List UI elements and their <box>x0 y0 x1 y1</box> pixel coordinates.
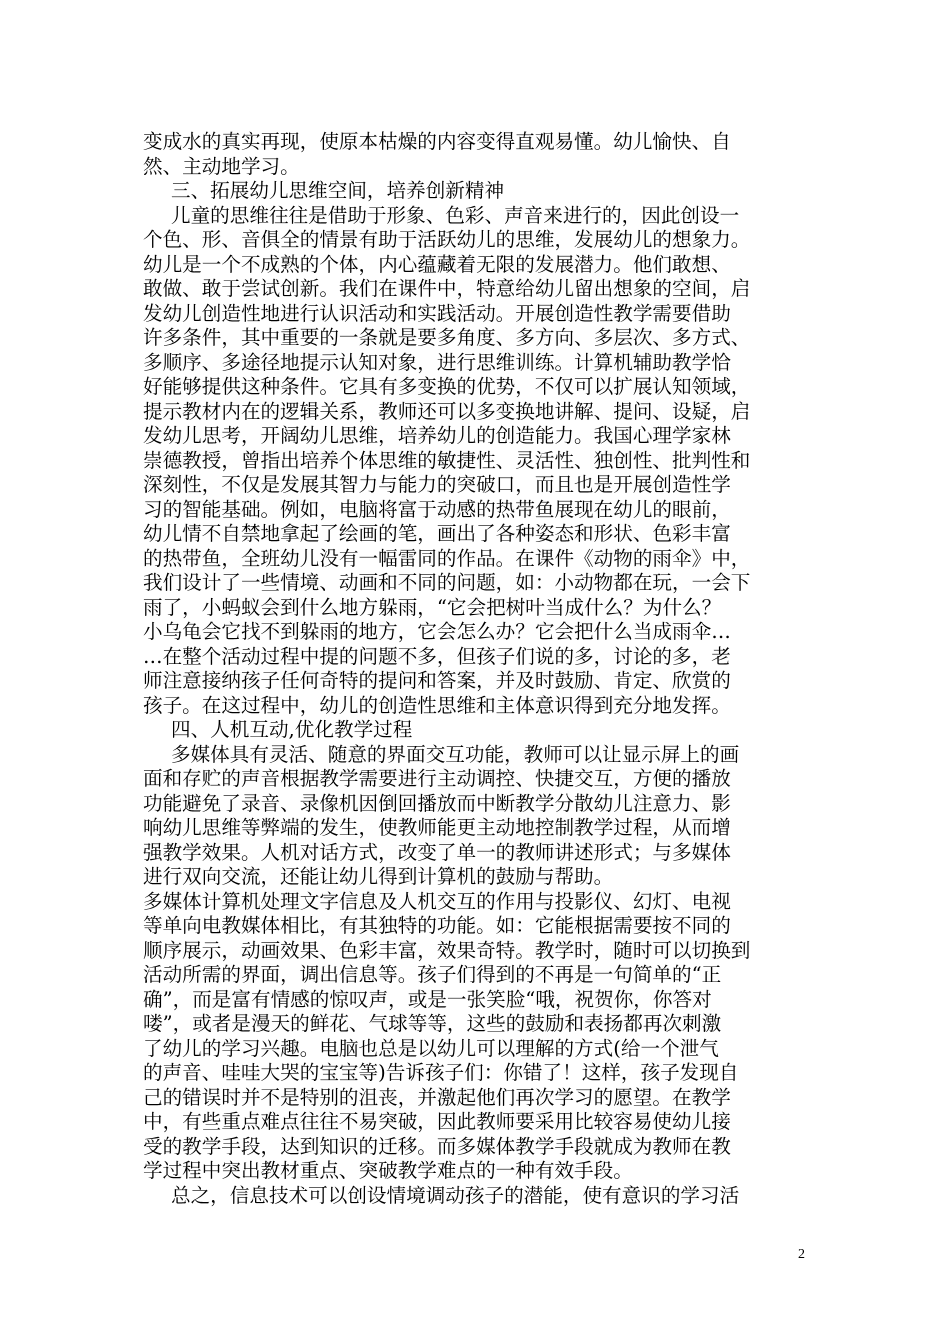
text-line: 好能够提供这种条件。它具有多变换的优势，不仅可以扩展认知领域， <box>143 375 751 398</box>
text-line: 多媒体具有灵活、随意的界面交互功能，教师可以让显示屏上的画 <box>171 742 740 766</box>
text-line: 发幼儿创造性地进行认识活动和实践活动。开展创造性教学需要借助 <box>143 301 731 325</box>
text-line: …在整个活动过程中提的问题不多，但孩子们说的多，讨论的多，老 <box>143 644 731 668</box>
text-line: 的热带鱼，全班幼儿没有一幅雷同的作品。在课件《动物的雨伞》中， <box>143 546 751 570</box>
text-line: 幼儿是一个不成熟的个体，内心蕴藏着无限的发展潜力。他们敢想、 <box>143 252 731 276</box>
text-line: 崇德教授，曾指出培养个体思维的敏捷性、灵活性、独创性、批判性和 <box>143 448 751 472</box>
text-line: 然、主动地学习。 <box>143 154 300 178</box>
text-line: 许多条件，其中重要的一条就是要多角度、多方向、多层次、多方式、 <box>143 326 751 349</box>
text-line: 多顺序、多途径地提示认知对象，进行思维训练。计算机辅助教学恰 <box>143 350 731 374</box>
text-line: 孩子。在这过程中，幼儿的创造性思维和主体意识得到充分地发挥。 <box>143 693 731 717</box>
text-line: 活动所需的界面，调出信息等。孩子们得到的不再是一句简单的“正 <box>143 963 722 986</box>
text-line: 多媒体计算机处理文字信息及人机交互的作用与投影仪、幻灯、电视 <box>143 889 731 913</box>
text-line: 变成水的真实再现，使原本枯燥的内容变得直观易懂。幼儿愉快、自 <box>143 130 731 153</box>
text-line: 中，有些重点难点往往不易突破，因此教师要采用比较容易使幼儿接 <box>143 1110 731 1133</box>
text-line: 学过程中突出教材重点、突破教学难点的一种有效手段。 <box>143 1159 633 1182</box>
text-line: 小乌龟会它找不到躲雨的地方，它会怎么办？它会把什么当成雨伞… <box>143 620 731 643</box>
text-line: 提示教材内在的逻辑关系，教师还可以多变换地讲解、提问、设疑，启 <box>143 399 751 423</box>
text-line: 四、人机互动,优化教学过程 <box>171 718 413 741</box>
text-line: 功能避免了录音、录像机因倒回播放而中断教学分散幼儿注意力、影 <box>143 791 731 815</box>
text-line: 面和存贮的声音根据教学需要进行主动调控、快捷交互，方便的播放 <box>143 767 731 790</box>
text-line: 儿童的思维往往是借助于形象、色彩、声音来进行的，因此创设一 <box>171 203 740 227</box>
text-line: 顺序展示，动画效果、色彩丰富，效果奇特。教学时，随时可以切换到 <box>143 938 751 962</box>
text-line: 强教学效果。人机对话方式，改变了单一的教师讲述形式；与多媒体 <box>143 840 731 864</box>
text-line: 受的教学手段，达到知识的迁移。而多媒体教学手段就成为教师在教 <box>143 1134 731 1158</box>
text-line: 师注意接纳孩子任何奇特的提问和答案，并及时鼓励、肯定、欣赏的 <box>143 669 731 692</box>
text-line: 雨了，小蚂蚁会到什么地方躲雨，“它会把树叶当成什么？为什么？ <box>143 595 722 619</box>
text-line: 发幼儿思考，开阔幼儿思维，培养幼儿的创造能力。我国心理学家林 <box>143 424 731 447</box>
text-line: 个色、形、音俱全的情景有助于活跃幼儿的思维，发展幼儿的想象力。 <box>143 228 751 251</box>
text-line: 了幼儿的学习兴趣。电脑也总是以幼儿可以理解的方式(给一个泄气 <box>143 1036 719 1060</box>
text-line: 等单向电教媒体相比，有其独特的功能。如：它能根据需要按不同的 <box>143 914 731 937</box>
text-line: 三、拓展幼儿思维空间，培养创新精神 <box>171 179 505 202</box>
text-line: 习的智能基础。例如，电脑将富于动感的热带鱼展现在幼儿的眼前， <box>143 497 731 521</box>
body-text <box>143 130 823 1208</box>
text-line: 深刻性，不仅是发展其智力与能力的突破口，而且也是开展创造性学 <box>143 473 731 496</box>
text-line: 己的错误时并不是特别的沮丧，并激起他们再次学习的愿望。在教学 <box>143 1085 731 1109</box>
text-line: 确”，而是富有情感的惊叹声，或是一张笑脸“哦，祝贺你，你答对 <box>143 987 712 1011</box>
text-line: 进行双向交流，还能让幼儿得到计算机的鼓励与帮助。 <box>143 865 614 888</box>
text-line: 总之，信息技术可以创设情境调动孩子的潜能，使有意识的学习活 <box>171 1183 740 1207</box>
text-line: 响幼儿思维等弊端的发生，使教师能更主动地控制教学过程，从而增 <box>143 816 731 839</box>
text-line: 喽”，或者是漫天的鲜花、气球等等，这些的鼓励和表扬都再次刺激 <box>143 1012 722 1035</box>
text-line: 我们设计了一些情境、动画和不同的问题，如：小动物都在玩，一会下 <box>143 571 751 594</box>
page-number: 2 <box>798 1247 805 1262</box>
text-line: 敢做、敢于尝试创新。我们在课件中，特意给幼儿留出想象的空间，启 <box>143 277 751 300</box>
text-line: 的声音、哇哇大哭的宝宝等)告诉孩子们：你错了！这样，孩子发现自 <box>143 1061 739 1084</box>
text-line: 幼儿情不自禁地拿起了绘画的笔，画出了各种姿态和形状、色彩丰富 <box>143 522 731 545</box>
